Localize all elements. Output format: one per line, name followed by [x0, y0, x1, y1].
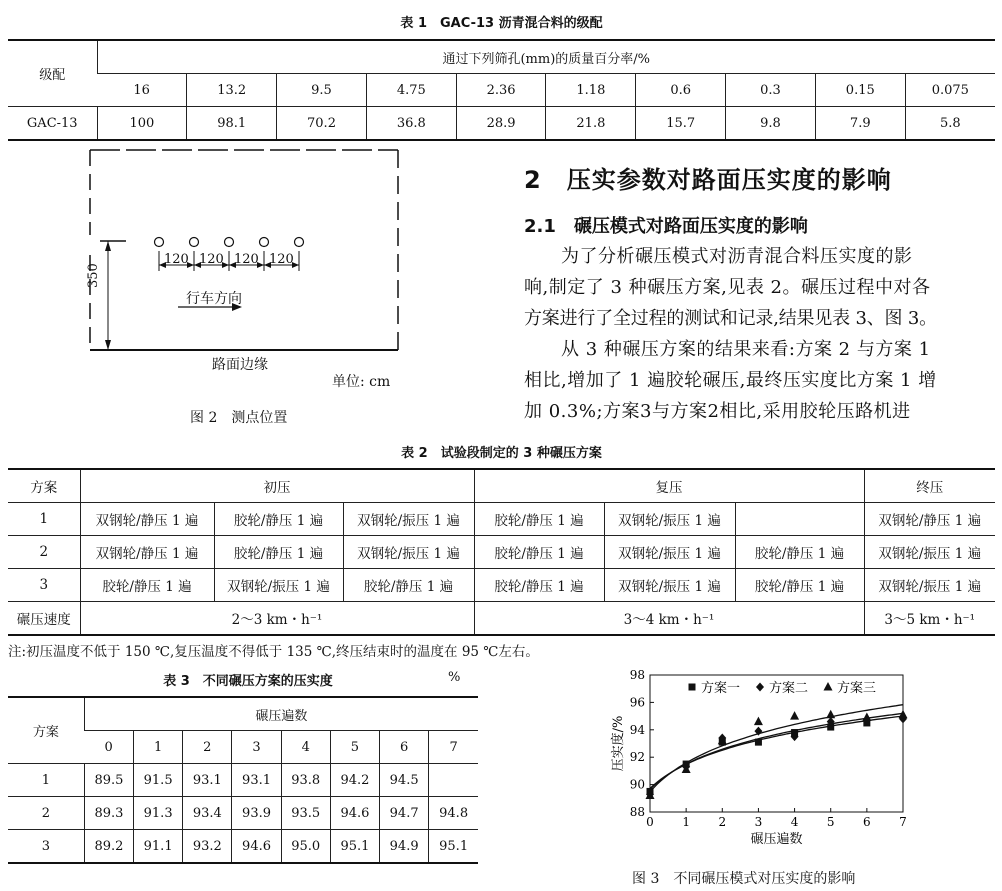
x-tick-label: 5 [826, 815, 835, 829]
y-tick-label: 92 [629, 750, 645, 765]
x-axis-label: 碾压遍数 [750, 832, 803, 847]
sieve-row [8, 74, 995, 107]
measurement-point [260, 238, 269, 247]
scheme-header-row [8, 469, 995, 503]
pass-number: 4 [281, 731, 330, 764]
table2-caption: 表 2 试验段制定的 3 种碾压方案 [401, 446, 602, 461]
scheme-cell: 胶轮/静压 1 遍 [474, 569, 604, 602]
legend-marker-square [689, 684, 696, 691]
y-tick-label: 98 [629, 668, 645, 682]
scheme-id: 2 [8, 536, 80, 569]
data-point-triangle [826, 710, 835, 719]
body-line: 相比,增加了 1 遍胶轮碾压,最终压实度比方案 1 增 [524, 370, 937, 391]
scheme-cell: 双钢轮/振压 1 遍 [604, 503, 735, 536]
scheme-id: 3 [8, 569, 80, 602]
compaction-value: 93.5 [281, 797, 330, 830]
compaction-value: 91.5 [134, 764, 183, 797]
compaction-value: 89.2 [84, 830, 133, 864]
scheme-cell: 胶轮/静压 1 遍 [735, 536, 864, 569]
x-tick-label: 4 [790, 815, 799, 829]
compaction-value: 93.8 [281, 764, 330, 797]
body-line: 为了分析碾压模式对沥青混合料压实度的影 [524, 246, 913, 267]
compaction-row [8, 764, 478, 797]
compaction-value: 95.1 [330, 830, 379, 864]
compaction-value: 94.2 [330, 764, 379, 797]
sieve-size: 2.36 [456, 74, 546, 107]
compaction-value: 93.1 [232, 764, 281, 797]
compaction-value: 89.5 [84, 764, 133, 797]
legend-label: 方案一 [701, 681, 741, 696]
rolling-scheme-table [8, 468, 995, 636]
compaction-value: 94.6 [330, 797, 379, 830]
scheme-cell: 胶轮/静压 1 遍 [343, 569, 474, 602]
scheme-cell: 双钢轮/振压 1 遍 [214, 569, 343, 602]
compaction-row [8, 797, 478, 830]
scheme-cell: 双钢轮/振压 1 遍 [343, 536, 474, 569]
x-tick-label: 7 [899, 815, 907, 829]
initial-speed: 2～3 km・h⁻¹ [80, 602, 474, 636]
intermediate-speed: 3～4 km・h⁻¹ [474, 602, 864, 636]
trendline-square [650, 716, 903, 788]
y-tick-label: 88 [629, 805, 645, 819]
scheme-row [8, 536, 995, 569]
scheme-cell: 双钢轮/振压 1 遍 [864, 536, 995, 569]
sieve-size: 9.5 [277, 74, 367, 107]
scheme-id: 3 [8, 830, 84, 864]
scheme-id: 1 [8, 503, 80, 536]
pass-number: 2 [183, 731, 232, 764]
scheme-cell: 双钢轮/静压 1 遍 [80, 536, 214, 569]
table3-caption: 表 3 不同碾压方案的压实度 [163, 674, 333, 689]
scheme-cell [735, 503, 864, 536]
section-heading: 2 压实参数对路面压实度的影响 [524, 166, 892, 194]
sieve-size: 1.18 [546, 74, 636, 107]
y-tick-label: 96 [629, 695, 645, 710]
measurement-point [295, 238, 304, 247]
subsection-heading: 2.1 碾压模式对路面压实度的影响 [524, 216, 808, 237]
passing-value: 7.9 [815, 107, 905, 141]
grading-table [8, 39, 995, 141]
measurement-points [155, 238, 304, 247]
legend-marker-triangle [824, 682, 833, 691]
compaction-row [8, 830, 478, 864]
legend-label: 方案三 [837, 681, 877, 696]
scheme-id: 1 [8, 764, 84, 797]
y-axis-label: 压实度/% [611, 715, 626, 772]
measurement-point [190, 238, 199, 247]
figure2-caption: 图 2 测点位置 [190, 410, 288, 426]
pass-number: 0 [84, 731, 133, 764]
compaction-value: 94.5 [380, 764, 429, 797]
scheme-cell: 双钢轮/振压 1 遍 [604, 569, 735, 602]
table3-unit: % [448, 670, 461, 685]
scheme-id: 2 [8, 797, 84, 830]
scheme-cell: 胶轮/静压 1 遍 [214, 503, 343, 536]
sieve-size: 0.3 [726, 74, 816, 107]
scheme-cell: 双钢轮/静压 1 遍 [80, 503, 214, 536]
scheme-cell: 双钢轮/振压 1 遍 [864, 569, 995, 602]
x-tick-label: 0 [646, 815, 654, 829]
initial-compaction-header: 初压 [80, 469, 474, 503]
figure3-caption: 图 3 不同碾压模式对压实度的影响 [632, 871, 856, 887]
pass-number: 7 [429, 731, 478, 764]
passing-value: 36.8 [366, 107, 456, 141]
grading-row-header: 级配 [8, 40, 97, 107]
compaction-value: 93.4 [183, 797, 232, 830]
speed-label: 碾压速度 [8, 602, 80, 636]
x-tick-label: 2 [718, 815, 727, 829]
compaction-value: 93.9 [232, 797, 281, 830]
legend-marker-diamond [756, 683, 764, 692]
scheme-cell: 胶轮/静压 1 遍 [735, 569, 864, 602]
body-line: 从 3 种碾压方案的结果来看:方案 2 与方案 1 [524, 339, 931, 360]
data-point-square [755, 739, 762, 746]
x-tick-label: 3 [754, 815, 763, 829]
spacing-label: 120 [164, 252, 189, 267]
dimension-350: 350 [86, 263, 101, 288]
passing-value: 70.2 [277, 107, 367, 141]
scheme-row [8, 569, 995, 602]
scheme-cell: 胶轮/静压 1 遍 [214, 536, 343, 569]
scheme-cell: 胶轮/静压 1 遍 [474, 536, 604, 569]
x-tick-label: 1 [682, 815, 690, 829]
compaction-value: 93.2 [183, 830, 232, 864]
compaction-value: 91.1 [134, 830, 183, 864]
grading-span-header: 通过下列筛孔(mm)的质量百分率/% [97, 40, 995, 74]
compaction-value [429, 764, 478, 797]
scheme-cell: 胶轮/静压 1 遍 [474, 503, 604, 536]
compaction-value: 94.8 [429, 797, 478, 830]
compaction-value: 93.1 [183, 764, 232, 797]
passing-value: 21.8 [546, 107, 636, 141]
data-point-triangle [862, 712, 871, 721]
measurement-point [225, 238, 234, 247]
sieve-size: 16 [97, 74, 187, 107]
data-point-triangle [790, 711, 799, 720]
y-tick-label: 94 [629, 722, 645, 737]
final-speed: 3～5 km・h⁻¹ [864, 602, 995, 636]
passes-header: 碾压遍数 [84, 697, 478, 731]
compaction-value: 94.9 [380, 830, 429, 864]
compaction-row-header: 方案 [8, 697, 84, 764]
body-line: 响,制定了 3 种碾压方案,见表 2。碾压过程中对各 [524, 277, 931, 298]
unit-label: 单位: cm [332, 374, 391, 390]
sieve-size: 13.2 [187, 74, 277, 107]
spacing-label: 120 [199, 252, 224, 267]
compaction-table [8, 696, 478, 864]
passing-value: 28.9 [456, 107, 546, 141]
driving-direction-label: 行车方向 [186, 291, 242, 307]
table2-note: 注:初压温度不低于 150 ℃,复压温度不得低于 135 ℃,终压结束时的温度在 95 ℃左右。 [8, 644, 539, 660]
spacing-label: 120 [269, 252, 294, 267]
legend-label: 方案二 [769, 681, 809, 696]
scheme-col-header: 方案 [8, 469, 80, 503]
compaction-value: 95.0 [281, 830, 330, 864]
compaction-chart [600, 665, 930, 865]
scheme-cell: 双钢轮/振压 1 遍 [604, 536, 735, 569]
table1-caption: 表 1 GAC-13 沥青混合料的级配 [400, 16, 603, 31]
pass-number: 3 [232, 731, 281, 764]
grading-values-row [8, 107, 995, 141]
intermediate-compaction-header: 复压 [474, 469, 864, 503]
compaction-value: 89.3 [84, 797, 133, 830]
pass-number: 5 [330, 731, 379, 764]
body-text [524, 241, 996, 427]
compaction-value: 94.6 [232, 830, 281, 864]
passing-value: 100 [97, 107, 187, 141]
pass-number: 6 [380, 731, 429, 764]
compaction-value: 94.7 [380, 797, 429, 830]
compaction-value: 91.3 [134, 797, 183, 830]
speed-row [8, 602, 995, 636]
measurement-point [155, 238, 164, 247]
pass-number: 1 [134, 731, 183, 764]
body-line: 加 0.3%;方案3与方案2相比,采用胶轮压路机进 [524, 401, 911, 422]
sieve-size: 0.075 [905, 74, 995, 107]
sieve-size: 4.75 [366, 74, 456, 107]
passing-value: 15.7 [636, 107, 726, 141]
compaction-value: 95.1 [429, 830, 478, 864]
passing-value: 98.1 [187, 107, 277, 141]
sieve-size: 0.15 [815, 74, 905, 107]
scheme-row [8, 503, 995, 536]
spacing-label: 120 [234, 252, 259, 267]
grading-row-label: GAC-13 [8, 107, 97, 141]
y-tick-label: 90 [629, 777, 645, 792]
passing-value: 9.8 [726, 107, 816, 141]
road-edge-label: 路面边缘 [212, 357, 268, 373]
passing-value: 5.8 [905, 107, 995, 141]
scheme-cell: 胶轮/静压 1 遍 [80, 569, 214, 602]
x-tick-label: 6 [863, 815, 871, 829]
scheme-cell: 双钢轮/静压 1 遍 [864, 503, 995, 536]
scheme-cell: 双钢轮/振压 1 遍 [343, 503, 474, 536]
final-compaction-header: 终压 [864, 469, 995, 503]
sieve-size: 0.6 [636, 74, 726, 107]
body-line: 方案进行了全过程的测试和记录,结果见表 3、图 3。 [524, 308, 937, 329]
data-point-triangle [754, 717, 763, 726]
